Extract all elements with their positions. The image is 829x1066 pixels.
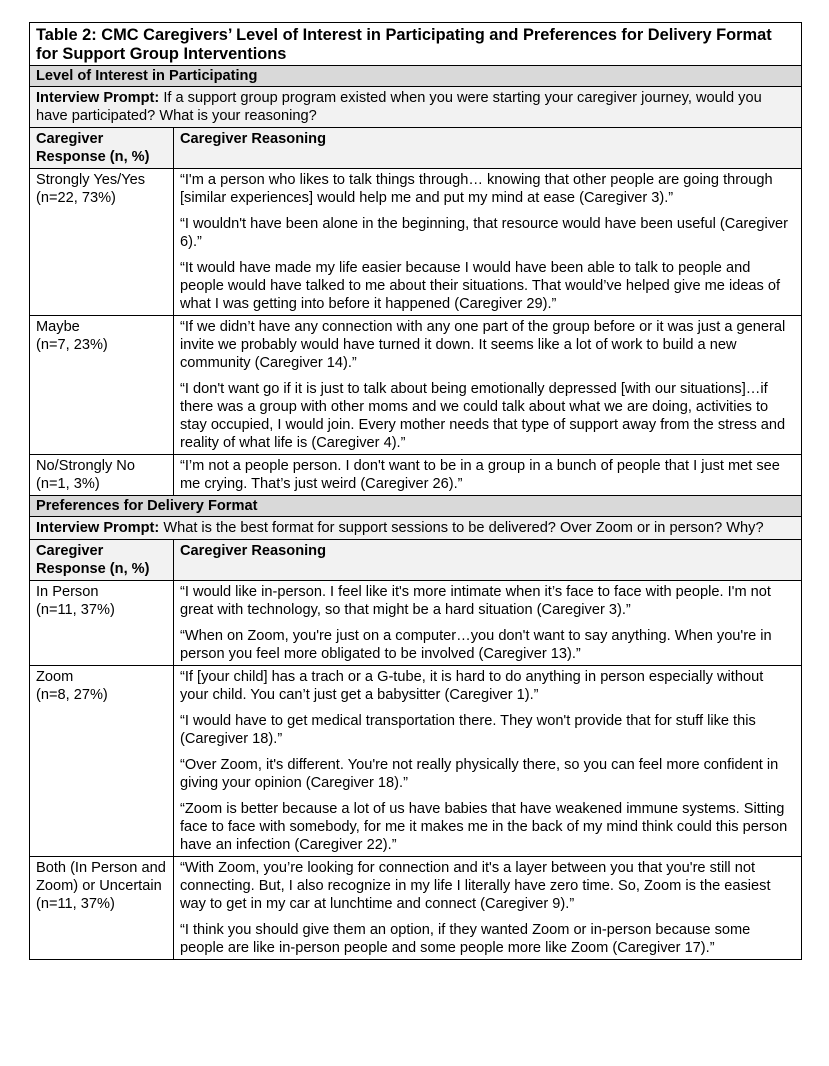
section-heading: Level of Interest in Participating bbox=[30, 66, 802, 87]
prompt-label: Interview Prompt: bbox=[36, 520, 160, 536]
caregiver-quote: “I would have to get medical transportation there. They won't provide that for stuff like this (Caregiver 18).” bbox=[180, 713, 756, 747]
column-header-response: Caregiver Response (n, %) bbox=[30, 540, 174, 581]
reasoning-cell bbox=[174, 169, 802, 316]
response-count: (n=7, 23%) bbox=[36, 337, 108, 353]
table-row bbox=[30, 666, 802, 857]
title-row bbox=[30, 23, 802, 66]
response-label: No/Strongly No bbox=[36, 458, 135, 474]
caregiver-quote: “Over Zoom, it's different. You're not really physically there, so you can feel more confident in giving your opinion (Caregiver 18).” bbox=[180, 757, 779, 791]
caregiver-quote: “I wouldn't have been alone in the beginning, that resource would have been useful (Caregiver 6).” bbox=[180, 216, 789, 250]
column-header-reasoning: Caregiver Reasoning bbox=[174, 128, 802, 169]
caregiver-quote: “When on Zoom, you're just on a computer…you don't want to say anything. When you're in person you feel more obligated to be involved (Caregiver 13).” bbox=[180, 628, 772, 662]
prompt-text: If a support group program existed when you were starting your caregiver journey, would you have participated? What is your reasoning? bbox=[36, 90, 762, 124]
interview-prompt bbox=[30, 517, 802, 540]
caregiver-quote: “I don't want go if it is just to talk about being emotionally depressed [with our situations]…if there was a group with other moms and we could talk about what we are doing, activities to stay occupied, I would join. Every mother needs that type of support away from the stress and reality of what life is (Caregiver 4).” bbox=[180, 381, 786, 451]
table-row bbox=[30, 316, 802, 455]
response-count: (n=11, 37%) bbox=[36, 602, 115, 618]
caregiver-quote: “Zoom is better because a lot of us have babies that have weakened immune systems. Sitting face to face with somebody, for me it makes me in the back of my mind think could this person have an infection (Caregiver 22).” bbox=[180, 801, 788, 853]
table-row bbox=[30, 581, 802, 666]
reasoning-cell bbox=[174, 581, 802, 666]
prompt-row bbox=[30, 517, 802, 540]
prompt-label: Interview Prompt: bbox=[36, 90, 160, 106]
caregiver-quote: “I would like in-person. I feel like it's more intimate when it’s face to face with people. I'm not great with technology, so that might be a hard situation (Caregiver 3).” bbox=[180, 584, 771, 618]
caregiver-quote: “I think you should give them an option, if they wanted Zoom or in-person because some people are like in-person people and some people more like Zoom (Caregiver 17).” bbox=[180, 922, 751, 956]
response-count: (n=11, 37%) bbox=[36, 896, 115, 912]
reasoning-cell bbox=[174, 455, 802, 496]
response-label: Zoom bbox=[36, 669, 74, 685]
caregiver-quote: “If [your child] has a trach or a G-tube, it is hard to do anything in person especially without your child. You can’t just get a babysitter (Caregiver 1).” bbox=[180, 669, 764, 703]
table-body bbox=[30, 23, 802, 960]
table-row bbox=[30, 857, 802, 960]
response-cell bbox=[30, 455, 174, 496]
section-row bbox=[30, 496, 802, 517]
reasoning-cell bbox=[174, 666, 802, 857]
response-count: (n=8, 27%) bbox=[36, 687, 108, 703]
caregiver-quote: “With Zoom, you’re looking for connection and it's a layer between you that you're still not connecting. But, I also recognize in my life I literally have zero time. So, Zoom is the easiest way to get in my car at lunchtime and connect (Caregiver 9).” bbox=[180, 860, 771, 912]
response-cell bbox=[30, 316, 174, 455]
column-header-reasoning: Caregiver Reasoning bbox=[174, 540, 802, 581]
section-heading: Preferences for Delivery Format bbox=[30, 496, 802, 517]
reasoning-cell bbox=[174, 316, 802, 455]
caregiver-interest-table bbox=[29, 22, 802, 960]
prompt-text: What is the best format for support sessions to be delivered? Over Zoom or in person? Why? bbox=[159, 520, 764, 536]
response-count: (n=22, 73%) bbox=[36, 190, 116, 206]
section-row bbox=[30, 66, 802, 87]
table-row bbox=[30, 169, 802, 316]
column-header-row bbox=[30, 540, 802, 581]
column-header-response: Caregiver Response (n, %) bbox=[30, 128, 174, 169]
caregiver-quote: “It would have made my life easier because I would have been able to talk to people and people would have talked to me about their situations. That would’ve helped give me ideas of what I was getting into before it happened (Caregiver 29).” bbox=[180, 260, 781, 312]
response-label: Maybe bbox=[36, 319, 80, 335]
response-cell bbox=[30, 666, 174, 857]
table-title: Table 2: CMC Caregivers’ Level of Interest in Participating and Preferences for Delivery Format for Support Group Interventions bbox=[30, 23, 802, 66]
reasoning-cell bbox=[174, 857, 802, 960]
response-count: (n=1, 3%) bbox=[36, 476, 100, 492]
response-label: Strongly Yes/Yes bbox=[36, 172, 145, 188]
caregiver-quote: “I'm a person who likes to talk things through… knowing that other people are going through [similar experiences] would help me and put my mind at ease (Caregiver 3).” bbox=[180, 172, 773, 206]
response-cell bbox=[30, 169, 174, 316]
response-label: In Person bbox=[36, 584, 99, 600]
response-cell bbox=[30, 857, 174, 960]
column-header-row bbox=[30, 128, 802, 169]
caregiver-quote: “I’m not a people person. I don't want to be in a group in a bunch of people that I just met see me crying. That’s just weird (Caregiver 26).” bbox=[180, 458, 780, 492]
response-cell bbox=[30, 581, 174, 666]
caregiver-quote: “If we didn’t have any connection with any one part of the group before or it was just a general invite we probably would have turned it down. It seems like a lot of work to build a new community (Caregiver 14).” bbox=[180, 319, 786, 371]
interview-prompt bbox=[30, 87, 802, 128]
prompt-row bbox=[30, 87, 802, 128]
response-label: Both (In Person and Zoom) or Uncertain bbox=[36, 860, 166, 894]
table-row bbox=[30, 455, 802, 496]
